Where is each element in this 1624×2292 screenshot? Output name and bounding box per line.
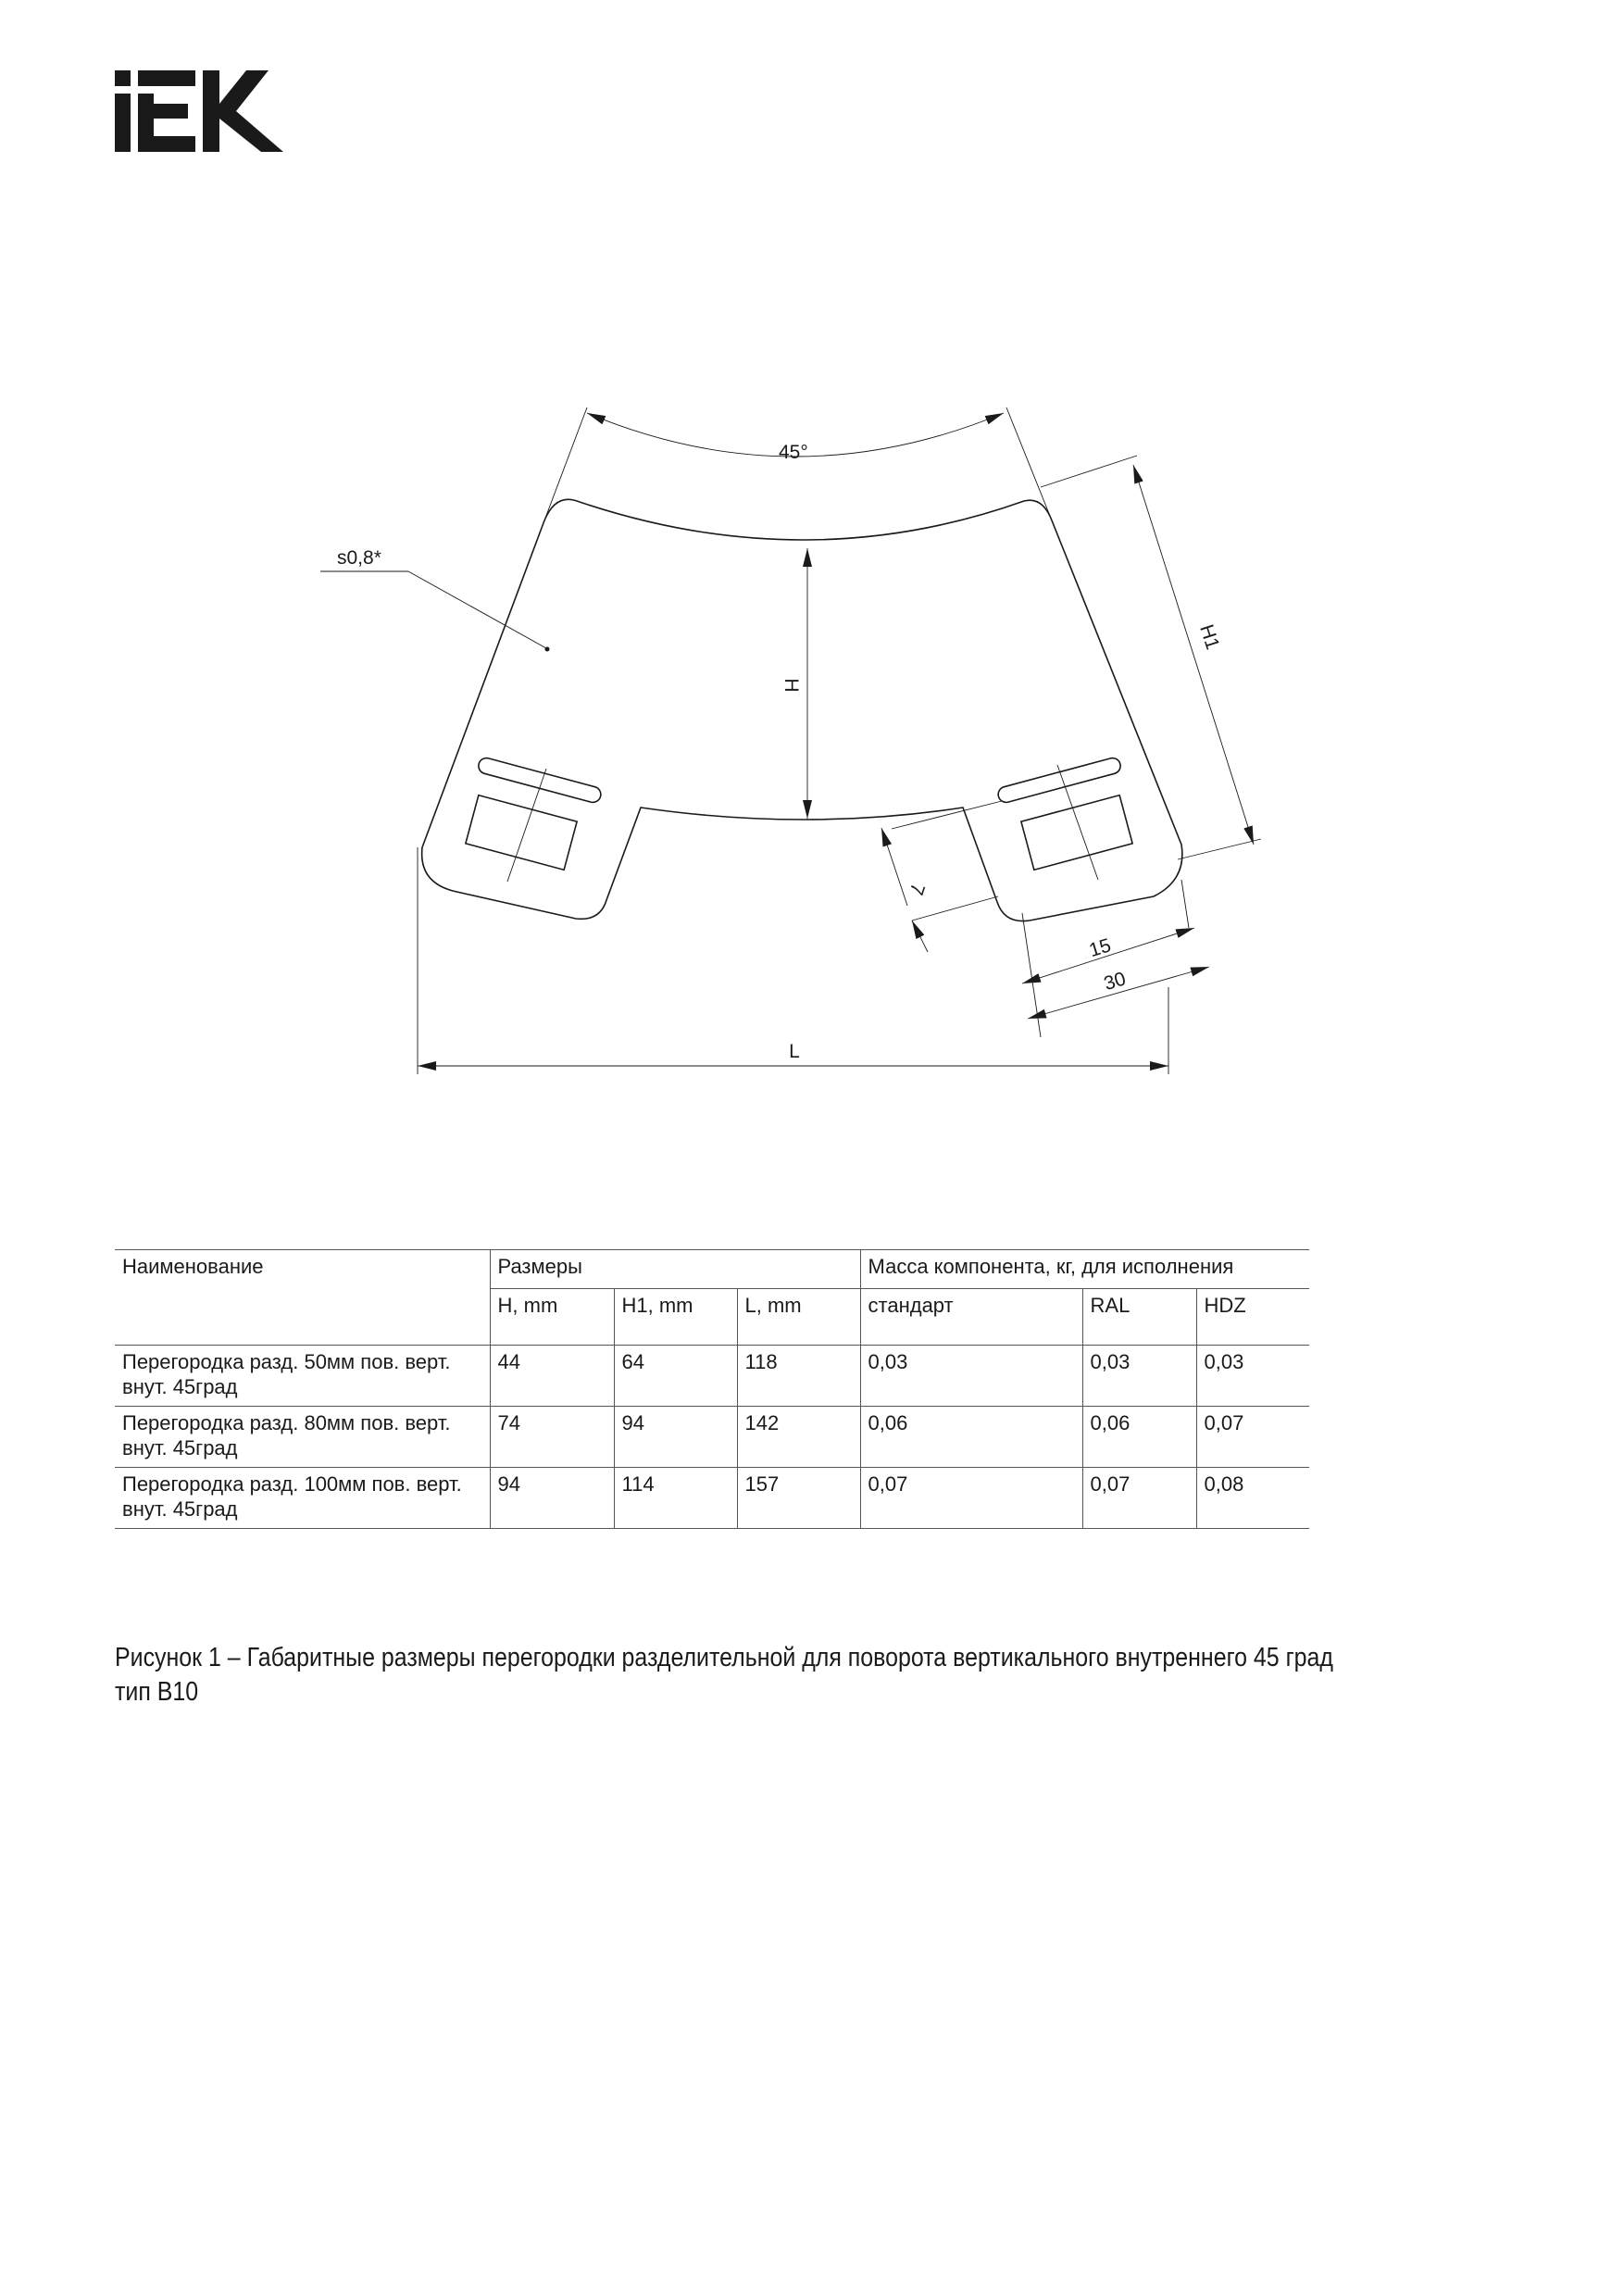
angle-label: 45°: [779, 442, 808, 463]
table-subheader-row: [115, 1289, 1309, 1346]
cell-h1: 94: [614, 1407, 737, 1468]
cell-l: 142: [737, 1407, 860, 1468]
dim-L-label: L: [789, 1041, 800, 1062]
cell-std: 0,07: [860, 1468, 1082, 1529]
dim-H-label: H: [781, 678, 802, 693]
subheader-l: L, mm: [737, 1289, 860, 1346]
cell-hdz: 0,03: [1196, 1346, 1309, 1407]
cell-ral: 0,06: [1082, 1407, 1196, 1468]
header-name-cont: [115, 1289, 490, 1346]
dim-H1-label: H1: [1195, 621, 1224, 653]
dim-30-label: 30: [1101, 968, 1129, 996]
cell-ral: 0,03: [1082, 1346, 1196, 1407]
cell-hdz: 0,08: [1196, 1468, 1309, 1529]
right-window: [1021, 795, 1132, 870]
cell-h: 74: [490, 1407, 614, 1468]
cell-ral: 0,07: [1082, 1468, 1196, 1529]
cell-name: Перегородка разд. 100мм пов. верт. внут. 45град: [115, 1468, 490, 1529]
subheader-standard: стандарт: [860, 1289, 1082, 1346]
table-row: [115, 1407, 1309, 1468]
cell-name: Перегородка разд. 80мм пов. верт. внут. 45град: [115, 1407, 490, 1468]
cell-h1: 64: [614, 1346, 737, 1407]
cell-std: 0,06: [860, 1407, 1082, 1468]
spec-table: [115, 1249, 1309, 1529]
header-name: Наименование: [115, 1250, 490, 1289]
cell-h1: 114: [614, 1468, 737, 1529]
dim-7-label: 7: [905, 880, 929, 898]
right-slot: [996, 757, 1122, 805]
header-mass: Масса компонента, кг, для исполнения: [860, 1250, 1309, 1289]
cell-name: Перегородка разд. 50мм пов. верт. внут. 45град: [115, 1346, 490, 1407]
dim-15-label: 15: [1086, 934, 1114, 962]
cell-hdz: 0,07: [1196, 1407, 1309, 1468]
left-slot: [477, 757, 603, 805]
subheader-h1: H1, mm: [614, 1289, 737, 1346]
cell-h: 94: [490, 1468, 614, 1529]
header-sizes: Размеры: [490, 1250, 860, 1289]
table-row: [115, 1468, 1309, 1529]
subheader-h: H, mm: [490, 1289, 614, 1346]
left-window: [466, 795, 577, 870]
table-row: [115, 1346, 1309, 1407]
figure-caption: Рисунок 1 – Габаритные размеры перегородки разделительной для поворота вертикального внутреннего 45 град тип B10: [115, 1643, 1333, 1707]
cell-l: 118: [737, 1346, 860, 1407]
cell-h: 44: [490, 1346, 614, 1407]
subheader-ral: RAL: [1082, 1289, 1196, 1346]
cell-l: 157: [737, 1468, 860, 1529]
cell-std: 0,03: [860, 1346, 1082, 1407]
table-header-row: [115, 1250, 1309, 1289]
thickness-label: s0,8*: [337, 547, 381, 569]
partition-outline: [422, 499, 1182, 921]
subheader-hdz: HDZ: [1196, 1289, 1309, 1346]
